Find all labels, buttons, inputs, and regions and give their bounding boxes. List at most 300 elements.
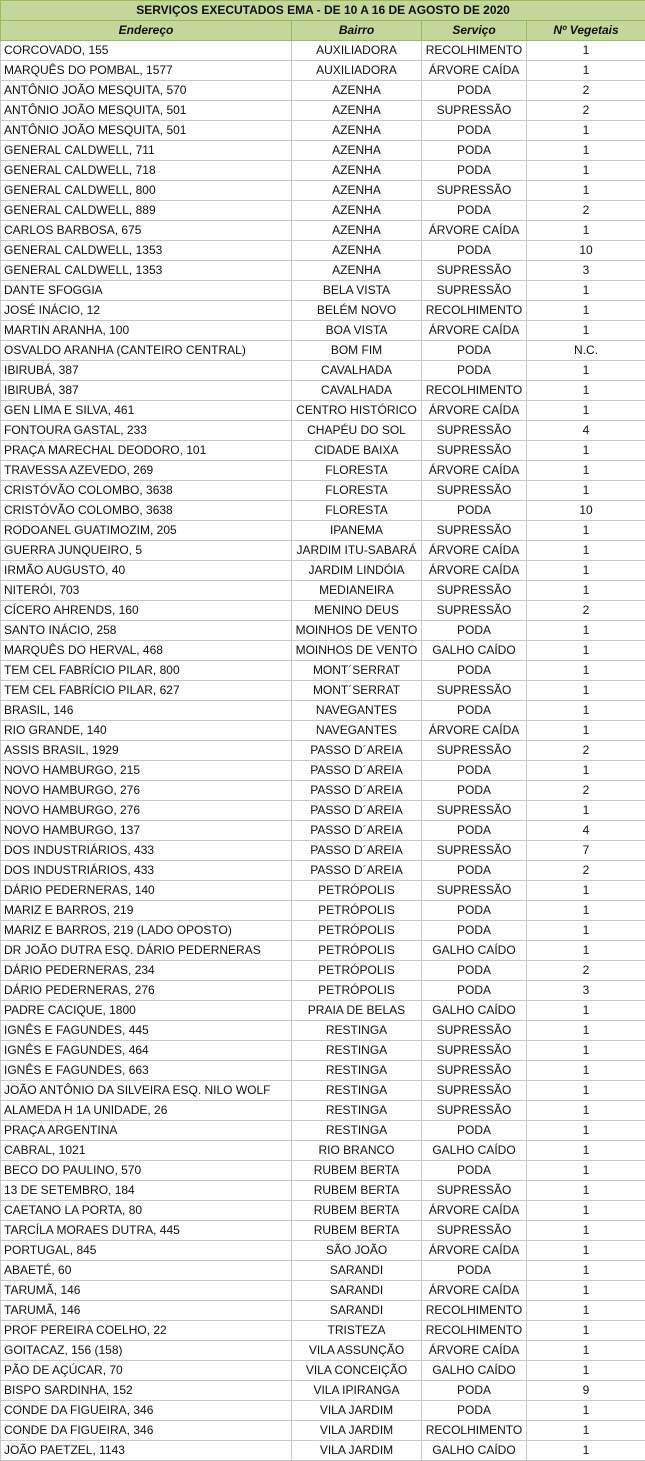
cell-vegetais: 1 (527, 1121, 645, 1141)
table-row (1, 641, 645, 661)
cell-servico: PODA (422, 621, 527, 641)
table-title-row (1, 1, 645, 21)
cell-vegetais: 7 (527, 841, 645, 861)
cell-endereco: DÁRIO PEDERNERAS, 234 (1, 961, 292, 981)
cell-vegetais: 1 (527, 1401, 645, 1421)
cell-vegetais: 1 (527, 1421, 645, 1441)
cell-endereco: IGNÊS E FAGUNDES, 445 (1, 1021, 292, 1041)
cell-bairro: PETRÓPOLIS (292, 941, 422, 961)
cell-servico: PODA (422, 921, 527, 941)
cell-servico: SUPRESSÃO (422, 801, 527, 821)
cell-bairro: AZENHA (292, 81, 422, 101)
cell-bairro: PASSO D´AREIA (292, 861, 422, 881)
table-row (1, 741, 645, 761)
cell-bairro: RUBEM BERTA (292, 1181, 422, 1201)
cell-bairro: RESTINGA (292, 1061, 422, 1081)
cell-endereco: CONDE DA FIGUEIRA, 346 (1, 1421, 292, 1441)
cell-endereco: MARIZ E BARROS, 219 (LADO OPOSTO) (1, 921, 292, 941)
cell-endereco: 13 DE SETEMBRO, 184 (1, 1181, 292, 1201)
cell-vegetais: 1 (527, 1341, 645, 1361)
cell-vegetais: 1 (527, 1081, 645, 1101)
table-row (1, 821, 645, 841)
cell-vegetais: 2 (527, 741, 645, 761)
cell-bairro: PETRÓPOLIS (292, 981, 422, 1001)
table-row (1, 921, 645, 941)
cell-servico: SUPRESSÃO (422, 421, 527, 441)
table-row (1, 421, 645, 441)
cell-vegetais: 3 (527, 981, 645, 1001)
cell-endereco: GOITACAZ, 156 (158) (1, 1341, 292, 1361)
cell-servico: GALHO CAÍDO (422, 1141, 527, 1161)
cell-vegetais: 1 (527, 701, 645, 721)
cell-vegetais: 1 (527, 221, 645, 241)
cell-bairro: CAVALHADA (292, 361, 422, 381)
cell-servico: SUPRESSÃO (422, 441, 527, 461)
cell-endereco: NOVO HAMBURGO, 276 (1, 781, 292, 801)
cell-endereco: GENERAL CALDWELL, 711 (1, 141, 292, 161)
cell-endereco: PRAÇA MARECHAL DEODORO, 101 (1, 441, 292, 461)
cell-endereco: NOVO HAMBURGO, 215 (1, 761, 292, 781)
table-row (1, 1221, 645, 1241)
cell-servico: PODA (422, 81, 527, 101)
cell-bairro: PRAIA DE BELAS (292, 1001, 422, 1021)
cell-servico: SUPRESSÃO (422, 1021, 527, 1041)
table-row (1, 901, 645, 921)
cell-endereco: TARUMÃ, 146 (1, 1281, 292, 1301)
table-row (1, 1101, 645, 1121)
cell-servico: ÁRVORE CAÍDA (422, 1341, 527, 1361)
cell-servico: SUPRESSÃO (422, 1101, 527, 1121)
table-row (1, 541, 645, 561)
cell-vegetais: 1 (527, 1141, 645, 1161)
cell-endereco: MARQUÊS DO HERVAL, 468 (1, 641, 292, 661)
table-row (1, 1021, 645, 1041)
cell-endereco: GEN LIMA E SILVA, 461 (1, 401, 292, 421)
cell-vegetais: 1 (527, 181, 645, 201)
cell-bairro: AZENHA (292, 181, 422, 201)
table-row (1, 721, 645, 741)
cell-servico: RECOLHIMENTO (422, 1301, 527, 1321)
table-row (1, 521, 645, 541)
cell-bairro: SARANDI (292, 1301, 422, 1321)
table-row (1, 61, 645, 81)
cell-bairro: NAVEGANTES (292, 701, 422, 721)
cell-endereco: TEM CEL FABRÍCIO PILAR, 627 (1, 681, 292, 701)
cell-servico: ÁRVORE CAÍDA (422, 1281, 527, 1301)
cell-bairro: VILA JARDIM (292, 1421, 422, 1441)
cell-servico: SUPRESSÃO (422, 281, 527, 301)
cell-servico: PODA (422, 161, 527, 181)
cell-endereco: PROF PEREIRA COELHO, 22 (1, 1321, 292, 1341)
cell-servico: ÁRVORE CAÍDA (422, 1201, 527, 1221)
cell-endereco: BISPO SARDINHA, 152 (1, 1381, 292, 1401)
cell-vegetais: 1 (527, 1101, 645, 1121)
cell-servico: SUPRESSÃO (422, 601, 527, 621)
cell-vegetais: 1 (527, 1221, 645, 1241)
table-row (1, 701, 645, 721)
table-row (1, 361, 645, 381)
table-row (1, 1361, 645, 1381)
cell-vegetais: 1 (527, 661, 645, 681)
cell-vegetais: 1 (527, 321, 645, 341)
cell-bairro: FLORESTA (292, 461, 422, 481)
cell-endereco: SANTO INÁCIO, 258 (1, 621, 292, 641)
cell-endereco: IGNÊS E FAGUNDES, 663 (1, 1061, 292, 1081)
cell-endereco: ALAMEDA H 1A UNIDADE, 26 (1, 1101, 292, 1121)
cell-servico: SUPRESSÃO (422, 841, 527, 861)
cell-vegetais: 2 (527, 781, 645, 801)
table-row (1, 1181, 645, 1201)
cell-vegetais: 1 (527, 761, 645, 781)
cell-endereco: CARLOS BARBOSA, 675 (1, 221, 292, 241)
cell-vegetais: 1 (527, 1021, 645, 1041)
cell-bairro: RUBEM BERTA (292, 1161, 422, 1181)
table-row (1, 441, 645, 461)
cell-endereco: TARUMÃ, 146 (1, 1301, 292, 1321)
cell-servico: ÁRVORE CAÍDA (422, 61, 527, 81)
cell-vegetais: 1 (527, 681, 645, 701)
cell-vegetais: 2 (527, 101, 645, 121)
cell-bairro: IPANEMA (292, 521, 422, 541)
cell-servico: PODA (422, 861, 527, 881)
cell-servico: ÁRVORE CAÍDA (422, 401, 527, 421)
cell-bairro: BOM FIM (292, 341, 422, 361)
table-row (1, 841, 645, 861)
cell-bairro: CHAPÉU DO SOL (292, 421, 422, 441)
cell-endereco: IBIRUBÁ, 387 (1, 381, 292, 401)
cell-endereco: ABAETÉ, 60 (1, 1261, 292, 1281)
cell-endereco: DR JOÃO DUTRA ESQ. DÁRIO PEDERNERAS (1, 941, 292, 961)
cell-endereco: TARCÍLA MORAES DUTRA, 445 (1, 1221, 292, 1241)
table-row (1, 401, 645, 421)
table-header-row (1, 21, 645, 41)
cell-vegetais: 1 (527, 641, 645, 661)
table-row (1, 1121, 645, 1141)
cell-bairro: VILA JARDIM (292, 1401, 422, 1421)
cell-endereco: PADRE CACIQUE, 1800 (1, 1001, 292, 1021)
cell-vegetais: 2 (527, 81, 645, 101)
cell-bairro: PASSO D´AREIA (292, 801, 422, 821)
cell-vegetais: 4 (527, 821, 645, 841)
table-row (1, 601, 645, 621)
cell-vegetais: 1 (527, 61, 645, 81)
cell-endereco: CRISTÓVÃO COLOMBO, 3638 (1, 501, 292, 521)
cell-vegetais: 1 (527, 921, 645, 941)
cell-bairro: AZENHA (292, 121, 422, 141)
cell-bairro: PETRÓPOLIS (292, 881, 422, 901)
cell-servico: GALHO CAÍDO (422, 941, 527, 961)
table-title: SERVIÇOS EXECUTADOS EMA - DE 10 A 16 DE AGOSTO DE 2020 (1, 1, 645, 21)
cell-endereco: CORCOVADO, 155 (1, 41, 292, 61)
cell-vegetais: 2 (527, 961, 645, 981)
cell-servico: ÁRVORE CAÍDA (422, 541, 527, 561)
cell-endereco: GENERAL CALDWELL, 1353 (1, 261, 292, 281)
table-row (1, 1401, 645, 1421)
cell-servico: ÁRVORE CAÍDA (422, 321, 527, 341)
cell-endereco: NOVO HAMBURGO, 276 (1, 801, 292, 821)
cell-servico: PODA (422, 201, 527, 221)
cell-bairro: BOA VISTA (292, 321, 422, 341)
table-row (1, 41, 645, 61)
cell-vegetais: 1 (527, 1261, 645, 1281)
table-row (1, 1041, 645, 1061)
cell-endereco: RIO GRANDE, 140 (1, 721, 292, 741)
table-row (1, 1061, 645, 1081)
cell-servico: SUPRESSÃO (422, 741, 527, 761)
cell-servico: SUPRESSÃO (422, 681, 527, 701)
column-header-endereco: Endereço (1, 21, 292, 41)
cell-endereco: DOS INDUSTRIÁRIOS, 433 (1, 861, 292, 881)
cell-servico: PODA (422, 1161, 527, 1181)
cell-vegetais: 1 (527, 621, 645, 641)
cell-servico: PODA (422, 121, 527, 141)
cell-servico: ÁRVORE CAÍDA (422, 561, 527, 581)
cell-servico: PODA (422, 761, 527, 781)
cell-bairro: VILA JARDIM (292, 1441, 422, 1461)
cell-bairro: NAVEGANTES (292, 721, 422, 741)
cell-servico: GALHO CAÍDO (422, 1001, 527, 1021)
cell-vegetais: 1 (527, 1281, 645, 1301)
cell-servico: PODA (422, 341, 527, 361)
cell-servico: SUPRESSÃO (422, 261, 527, 281)
cell-endereco: MARIZ E BARROS, 219 (1, 901, 292, 921)
cell-servico: PODA (422, 241, 527, 261)
table-row (1, 341, 645, 361)
cell-servico: PODA (422, 661, 527, 681)
cell-servico: PODA (422, 821, 527, 841)
column-header-vegetais: Nº Vegetais (527, 21, 645, 41)
cell-endereco: JOÃO ANTÔNIO DA SILVEIRA ESQ. NILO WOLF (1, 1081, 292, 1101)
cell-servico: ÁRVORE CAÍDA (422, 221, 527, 241)
cell-bairro: FLORESTA (292, 481, 422, 501)
cell-endereco: IBIRUBÁ, 387 (1, 361, 292, 381)
cell-servico: RECOLHIMENTO (422, 301, 527, 321)
cell-vegetais: 1 (527, 121, 645, 141)
cell-servico: SUPRESSÃO (422, 1061, 527, 1081)
cell-vegetais: 1 (527, 361, 645, 381)
cell-endereco: BRASIL, 146 (1, 701, 292, 721)
cell-bairro: AZENHA (292, 101, 422, 121)
cell-vegetais: 1 (527, 1161, 645, 1181)
cell-vegetais: 1 (527, 281, 645, 301)
table-row (1, 221, 645, 241)
table-row (1, 261, 645, 281)
cell-bairro: BELÉM NOVO (292, 301, 422, 321)
cell-servico: GALHO CAÍDO (422, 1441, 527, 1461)
cell-bairro: RUBEM BERTA (292, 1201, 422, 1221)
table-row (1, 961, 645, 981)
cell-vegetais: 1 (527, 901, 645, 921)
table-row (1, 1341, 645, 1361)
cell-vegetais: N.C. (527, 341, 645, 361)
cell-servico: ÁRVORE CAÍDA (422, 1241, 527, 1261)
cell-bairro: RESTINGA (292, 1021, 422, 1041)
table-row (1, 1141, 645, 1161)
cell-vegetais: 1 (527, 1061, 645, 1081)
cell-endereco: TEM CEL FABRÍCIO PILAR, 800 (1, 661, 292, 681)
cell-bairro: MENINO DEUS (292, 601, 422, 621)
cell-vegetais: 1 (527, 1301, 645, 1321)
cell-vegetais: 1 (527, 381, 645, 401)
cell-bairro: PASSO D´AREIA (292, 841, 422, 861)
table-row (1, 381, 645, 401)
cell-vegetais: 1 (527, 1361, 645, 1381)
cell-bairro: CENTRO HISTÓRICO (292, 401, 422, 421)
table-row (1, 1201, 645, 1221)
cell-endereco: IRMÃO AUGUSTO, 40 (1, 561, 292, 581)
table-row (1, 801, 645, 821)
cell-servico: SUPRESSÃO (422, 1041, 527, 1061)
cell-bairro: AUXILIADORA (292, 61, 422, 81)
cell-bairro: TRISTEZA (292, 1321, 422, 1341)
cell-endereco: RODOANEL GUATIMOZIM, 205 (1, 521, 292, 541)
cell-servico: SUPRESSÃO (422, 521, 527, 541)
table-row (1, 181, 645, 201)
table-row (1, 461, 645, 481)
cell-endereco: DANTE SFOGGIA (1, 281, 292, 301)
table-row (1, 781, 645, 801)
table-row (1, 201, 645, 221)
cell-vegetais: 4 (527, 421, 645, 441)
cell-bairro: VILA IPIRANGA (292, 1381, 422, 1401)
cell-bairro: PETRÓPOLIS (292, 961, 422, 981)
cell-servico: PODA (422, 961, 527, 981)
cell-endereco: GENERAL CALDWELL, 1353 (1, 241, 292, 261)
cell-vegetais: 3 (527, 261, 645, 281)
cell-endereco: FONTOURA GASTAL, 233 (1, 421, 292, 441)
cell-servico: SUPRESSÃO (422, 181, 527, 201)
cell-bairro: AUXILIADORA (292, 41, 422, 61)
cell-servico: GALHO CAÍDO (422, 641, 527, 661)
cell-bairro: MOINHOS DE VENTO (292, 641, 422, 661)
cell-bairro: MONT´SERRAT (292, 661, 422, 681)
cell-vegetais: 1 (527, 41, 645, 61)
table-row (1, 501, 645, 521)
cell-bairro: RESTINGA (292, 1081, 422, 1101)
cell-endereco: CONDE DA FIGUEIRA, 346 (1, 1401, 292, 1421)
cell-servico: SUPRESSÃO (422, 101, 527, 121)
cell-vegetais: 1 (527, 801, 645, 821)
column-header-servico: Serviço (422, 21, 527, 41)
cell-servico: SUPRESSÃO (422, 881, 527, 901)
cell-bairro: CIDADE BAIXA (292, 441, 422, 461)
cell-endereco: ANTÔNIO JOÃO MESQUITA, 570 (1, 81, 292, 101)
cell-servico: RECOLHIMENTO (422, 1421, 527, 1441)
table-row (1, 981, 645, 1001)
cell-endereco: BECO DO PAULINO, 570 (1, 1161, 292, 1181)
cell-bairro: PASSO D´AREIA (292, 761, 422, 781)
cell-vegetais: 9 (527, 1381, 645, 1401)
cell-endereco: GUERRA JUNQUEIRO, 5 (1, 541, 292, 561)
cell-endereco: DÁRIO PEDERNERAS, 140 (1, 881, 292, 901)
table-row (1, 561, 645, 581)
table-row (1, 1421, 645, 1441)
table-row (1, 1261, 645, 1281)
cell-servico: SUPRESSÃO (422, 1081, 527, 1101)
table-row (1, 1441, 645, 1461)
cell-servico: PODA (422, 1381, 527, 1401)
cell-bairro: SARANDI (292, 1261, 422, 1281)
cell-vegetais: 1 (527, 561, 645, 581)
cell-bairro: AZENHA (292, 261, 422, 281)
table-row (1, 1081, 645, 1101)
table-row (1, 681, 645, 701)
column-header-bairro: Bairro (292, 21, 422, 41)
cell-vegetais: 1 (527, 1321, 645, 1341)
cell-bairro: PETRÓPOLIS (292, 901, 422, 921)
table-row (1, 481, 645, 501)
table-row (1, 101, 645, 121)
cell-vegetais: 1 (527, 1441, 645, 1461)
cell-bairro: RIO BRANCO (292, 1141, 422, 1161)
cell-vegetais: 1 (527, 301, 645, 321)
cell-servico: PODA (422, 1401, 527, 1421)
cell-bairro: RESTINGA (292, 1041, 422, 1061)
table-row (1, 241, 645, 261)
cell-servico: PODA (422, 141, 527, 161)
cell-bairro: MOINHOS DE VENTO (292, 621, 422, 641)
cell-bairro: SARANDI (292, 1281, 422, 1301)
table-row (1, 861, 645, 881)
cell-servico: PODA (422, 781, 527, 801)
cell-bairro: PASSO D´AREIA (292, 741, 422, 761)
cell-servico: PODA (422, 361, 527, 381)
cell-endereco: ANTÔNIO JOÃO MESQUITA, 501 (1, 101, 292, 121)
cell-endereco: TRAVESSA AZEVEDO, 269 (1, 461, 292, 481)
cell-endereco: NITERÓI, 703 (1, 581, 292, 601)
cell-vegetais: 1 (527, 881, 645, 901)
table-row (1, 621, 645, 641)
cell-endereco: ANTÔNIO JOÃO MESQUITA, 501 (1, 121, 292, 141)
cell-endereco: NOVO HAMBURGO, 137 (1, 821, 292, 841)
cell-endereco: IGNÊS E FAGUNDES, 464 (1, 1041, 292, 1061)
table-row (1, 1381, 645, 1401)
cell-bairro: BELA VISTA (292, 281, 422, 301)
cell-bairro: JARDIM LINDÓIA (292, 561, 422, 581)
cell-endereco: MARQUÊS DO POMBAL, 1577 (1, 61, 292, 81)
cell-vegetais: 2 (527, 201, 645, 221)
cell-endereco: CRISTÓVÃO COLOMBO, 3638 (1, 481, 292, 501)
table-row (1, 761, 645, 781)
cell-vegetais: 1 (527, 1041, 645, 1061)
cell-vegetais: 2 (527, 861, 645, 881)
cell-endereco: PRAÇA ARGENTINA (1, 1121, 292, 1141)
cell-servico: ÁRVORE CAÍDA (422, 461, 527, 481)
cell-endereco: PORTUGAL, 845 (1, 1241, 292, 1261)
table-row (1, 281, 645, 301)
cell-vegetais: 2 (527, 601, 645, 621)
cell-vegetais: 10 (527, 501, 645, 521)
cell-servico: SUPRESSÃO (422, 1181, 527, 1201)
cell-bairro: PETRÓPOLIS (292, 921, 422, 941)
cell-bairro: AZENHA (292, 201, 422, 221)
cell-vegetais: 1 (527, 721, 645, 741)
cell-bairro: RESTINGA (292, 1101, 422, 1121)
table-row (1, 581, 645, 601)
cell-endereco: OSVALDO ARANHA (CANTEIRO CENTRAL) (1, 341, 292, 361)
cell-bairro: CAVALHADA (292, 381, 422, 401)
cell-bairro: RESTINGA (292, 1121, 422, 1141)
cell-vegetais: 1 (527, 1181, 645, 1201)
cell-bairro: AZENHA (292, 241, 422, 261)
cell-vegetais: 1 (527, 541, 645, 561)
table-row (1, 1241, 645, 1261)
cell-endereco: CÍCERO AHRENDS, 160 (1, 601, 292, 621)
cell-endereco: DOS INDUSTRIÁRIOS, 433 (1, 841, 292, 861)
cell-vegetais: 1 (527, 1241, 645, 1261)
cell-servico: SUPRESSÃO (422, 581, 527, 601)
cell-servico: PODA (422, 901, 527, 921)
